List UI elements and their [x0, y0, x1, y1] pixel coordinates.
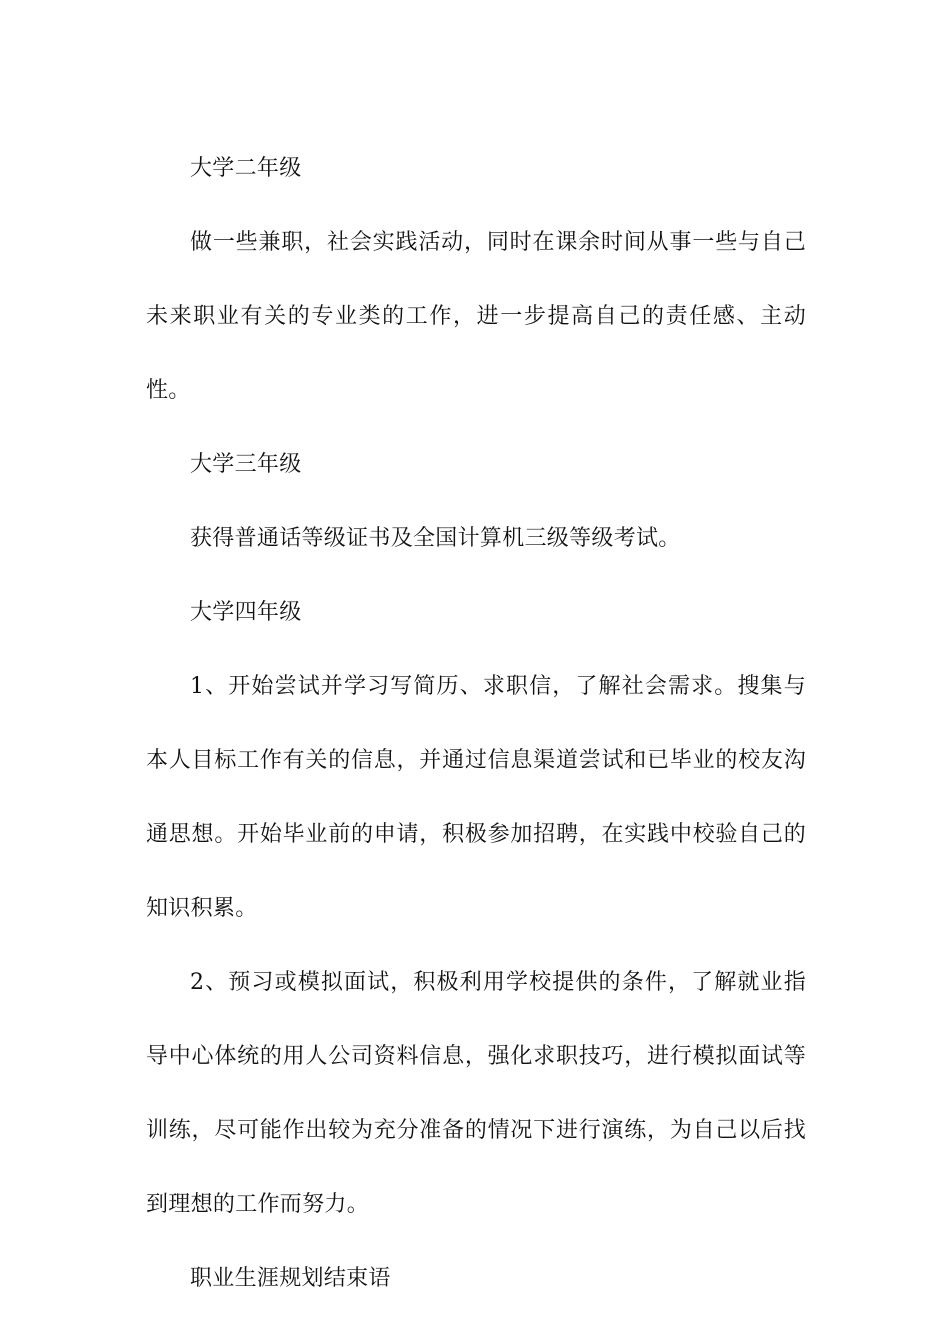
heading-year-four: 大学四年级 — [190, 600, 302, 625]
paragraph-year-four-item-2: 2、预习或模拟面试，积极利用学校提供的条件，了解就业指导中心体统的用人公司资料信息，强化求职技巧，进行模拟面试等训练，尽可能作出较为充分准备的情况下进行演练，为自己以后找到理想的工作而努力。 — [146, 970, 806, 1217]
paragraph-year-three: 获得普通话等级证书及全国计算机三级等级考试。 — [190, 526, 681, 551]
heading-conclusion: 职业生涯规划结束语 — [190, 1266, 391, 1291]
heading-year-three: 大学三年级 — [190, 452, 302, 477]
heading-year-two: 大学二年级 — [190, 156, 302, 181]
document-body — [146, 132, 806, 1316]
paragraph-year-four-item-1: 1、开始尝试并学习写简历、求职信，了解社会需求。搜集与本人目标工作有关的信息，并通过信息渠道尝试和已毕业的校友沟通思想。开始毕业前的申请，积极参加招聘，在实践中校验自己的知识积累。 — [146, 674, 806, 921]
paragraph-year-two: 做一些兼职，社会实践活动，同时在课余时间从事一些与自己未来职业有关的专业类的工作，进一步提高自己的责任感、主动性。 — [146, 230, 806, 403]
